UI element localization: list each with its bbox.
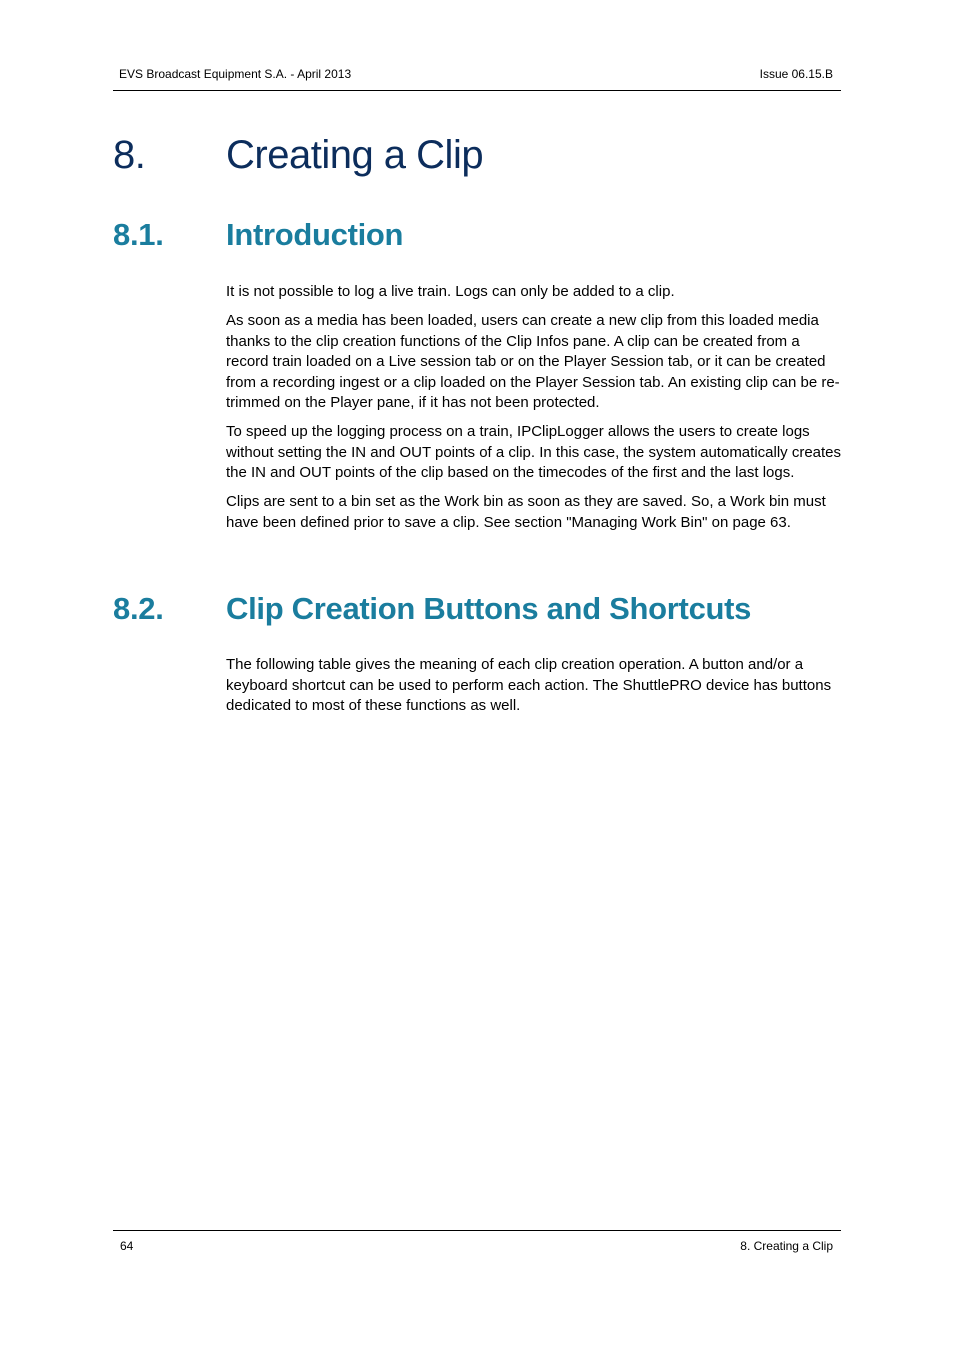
paragraph: The following table gives the meaning of each clip creation operation. A button and/or a keyboard shortcut can be used to perform each action. The ShuttlePRO device has buttons dedicated to most of these functions as well. <box>226 656 832 714</box>
chapter-title: Creating a Clip <box>226 133 484 177</box>
header-publisher: EVS Broadcast Equipment S.A. - April 2013 <box>119 67 352 81</box>
footer-chapter-ref: 8. Creating a Clip <box>740 1239 833 1253</box>
section-number: 8.2. <box>113 591 164 626</box>
section-heading-introduction <box>113 217 403 253</box>
section-title: Clip Creation Buttons and Shortcuts <box>226 591 752 626</box>
chapter-heading <box>113 133 483 178</box>
section-heading-clip-creation <box>113 591 751 627</box>
section-number: 8.1. <box>113 217 164 252</box>
paragraph: It is not possible to log a live train. Logs can only be added to a clip. <box>226 283 675 300</box>
chapter-number: 8. <box>113 133 146 177</box>
paragraph: To speed up the logging process on a train, IPClipLogger allows the users to create logs without setting the IN and OUT points of a clip. In this case, the system automatically creates the IN and OUT points of the clip based on the timecodes of the first and the last logs. <box>226 423 842 481</box>
clip-creation-body <box>226 655 844 725</box>
header-issue: Issue 06.15.B <box>759 67 833 81</box>
page-header <box>113 64 841 91</box>
paragraph: As soon as a media has been loaded, users can create a new clip from this loaded media thanks to the clip creation functions of the Clip Infos pane. A clip can be created from a record train loaded on a Live session tab or on the Player Session tab, or it can be created from a recording ingest or a clip loaded on the Player Session tab. An existing clip can be re-trimmed on the Player pane, if it has not been protected. <box>226 312 840 411</box>
introduction-body <box>226 282 844 542</box>
section-title: Introduction <box>226 217 404 252</box>
page-footer <box>113 1230 841 1255</box>
page-number: 64 <box>120 1239 134 1253</box>
paragraph: Clips are sent to a bin set as the Work bin as soon as they are saved. So, a Work bin must have been defined prior to save a clip. See section "Managing Work Bin" on page 63. <box>226 493 826 531</box>
